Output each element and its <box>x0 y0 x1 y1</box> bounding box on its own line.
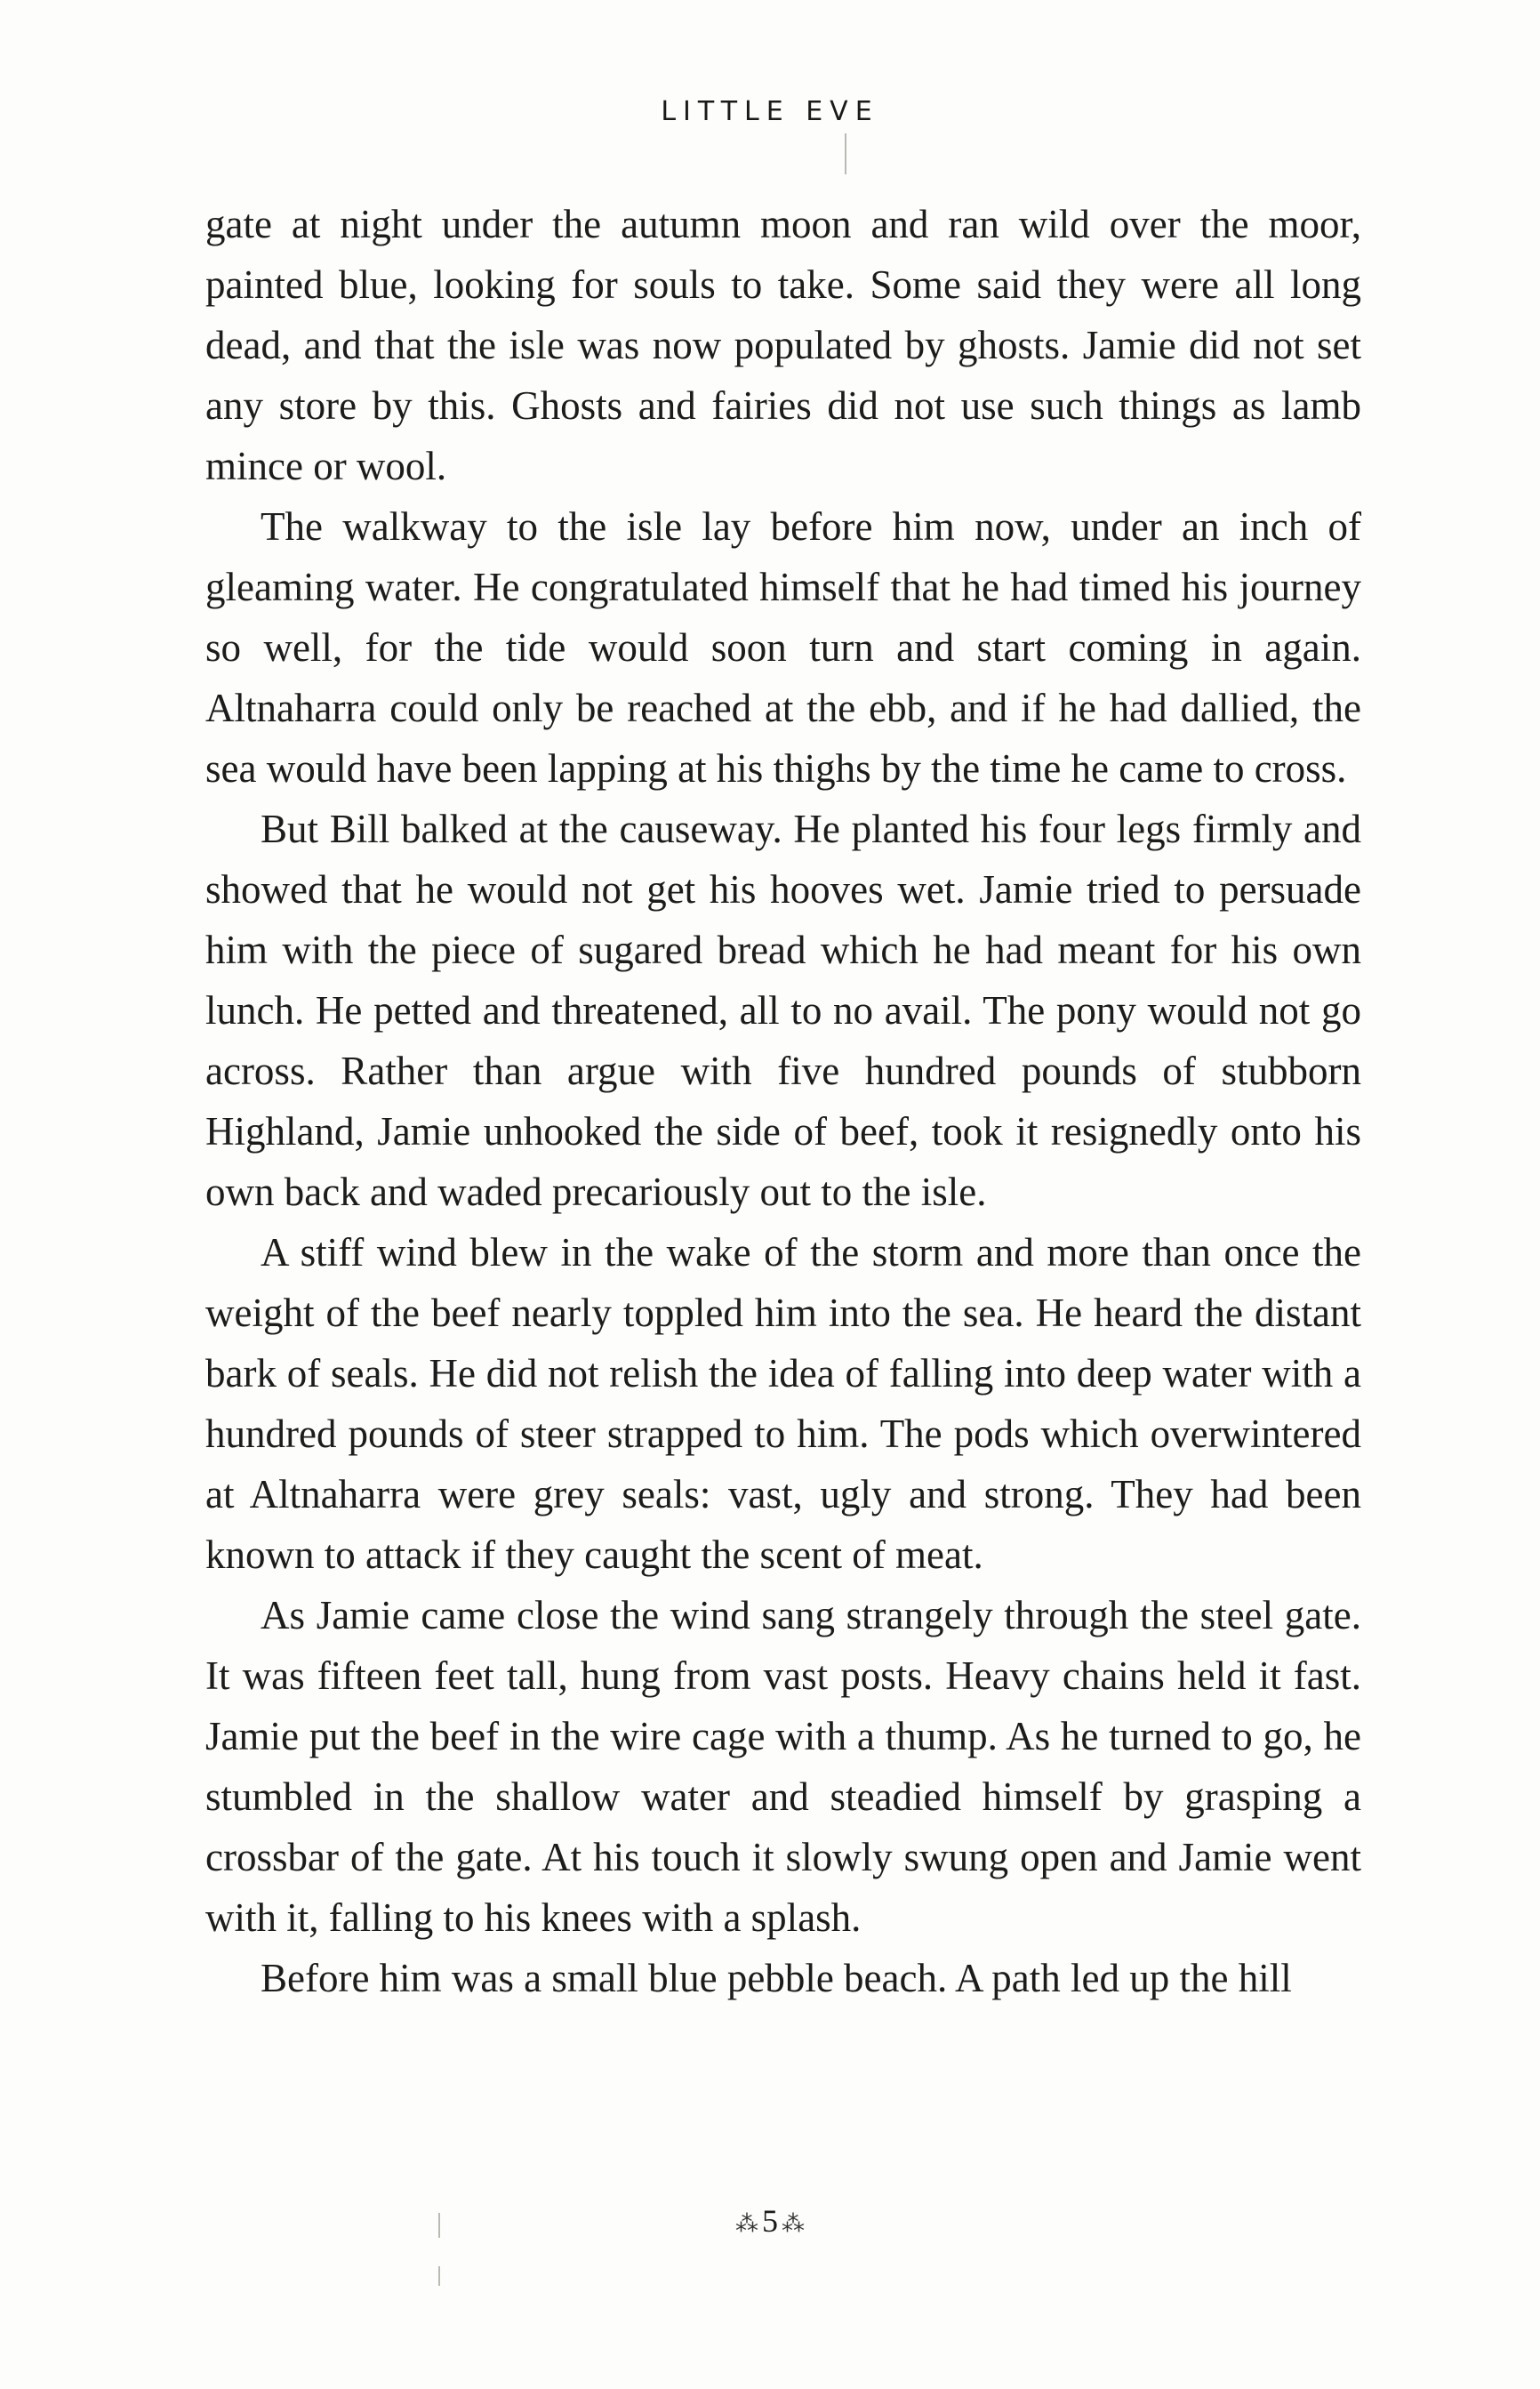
page-number <box>0 2202 1540 2240</box>
body-text <box>205 194 1361 2008</box>
ornament-icon: ⁂ <box>735 2210 758 2237</box>
paragraph: But Bill balked at the causeway. He planted his four legs firmly and showed that he would not get his hooves wet. Jamie tried to persuade him with the piece of sugared bread which he had meant for his own lunch. He petted and threatened, all to no avail. The pony would not go across. Rather than argue with five hundred pounds of stubborn Highland, Jamie unhooked the side of beef, took it resignedly onto his own back and waded precariously out to the isle. <box>205 807 1361 1214</box>
paragraph: gate at night under the autumn moon and ran wild over the moor, painted blue, looking for souls to take. Some said they were all long dead, and that the isle was now populated by ghosts. Jamie did not set any store by this. Ghosts and fairies did not use such things as lamb mince or wool. <box>205 202 1361 488</box>
paragraph: A stiff wind blew in the wake of the storm and more than once the weight of the beef nearly toppled him into the sea. He heard the distant bark of seals. He did not relish the idea of falling into deep water with a hundred pounds of steer strapped to him. The pods which overwintered at Altnaharra were grey seals: vast, ugly and strong. They had been known to attack if they caught the scent of meat. <box>205 1230 1361 1577</box>
paragraph: As Jamie came close the wind sang strangely through the steel gate. It was fifteen feet tall, hung from vast posts. Heavy chains held it fast. Jamie put the beef in the wire cage with a thump. As he turned to go, he stumbled in the shallow water and steadied himself by grasping a crossbar of the gate. At his touch it slowly swung open and Jamie went with it, falling to his knees with a splash. <box>205 1593 1361 1940</box>
running-header: LITTLE EVE <box>661 96 879 127</box>
scan-mark <box>845 133 846 174</box>
page-number-value: 5 <box>762 2203 778 2239</box>
paragraph: Before him was a small blue pebble beach. A path led up the hill <box>261 1956 1292 2000</box>
scan-mark <box>438 2266 440 2286</box>
ornament-icon: ⁂ <box>782 2210 805 2237</box>
paragraph: The walkway to the isle lay before him now, under an inch of gleaming water. He congratulated himself that he had timed his journey so well, for the tide would soon turn and start coming in again. Altnaharra could only be reached at the ebb, and if he had dallied, the sea would have been lapping at his thighs by the time he came to cross. <box>205 504 1361 791</box>
scan-mark <box>438 2213 440 2238</box>
